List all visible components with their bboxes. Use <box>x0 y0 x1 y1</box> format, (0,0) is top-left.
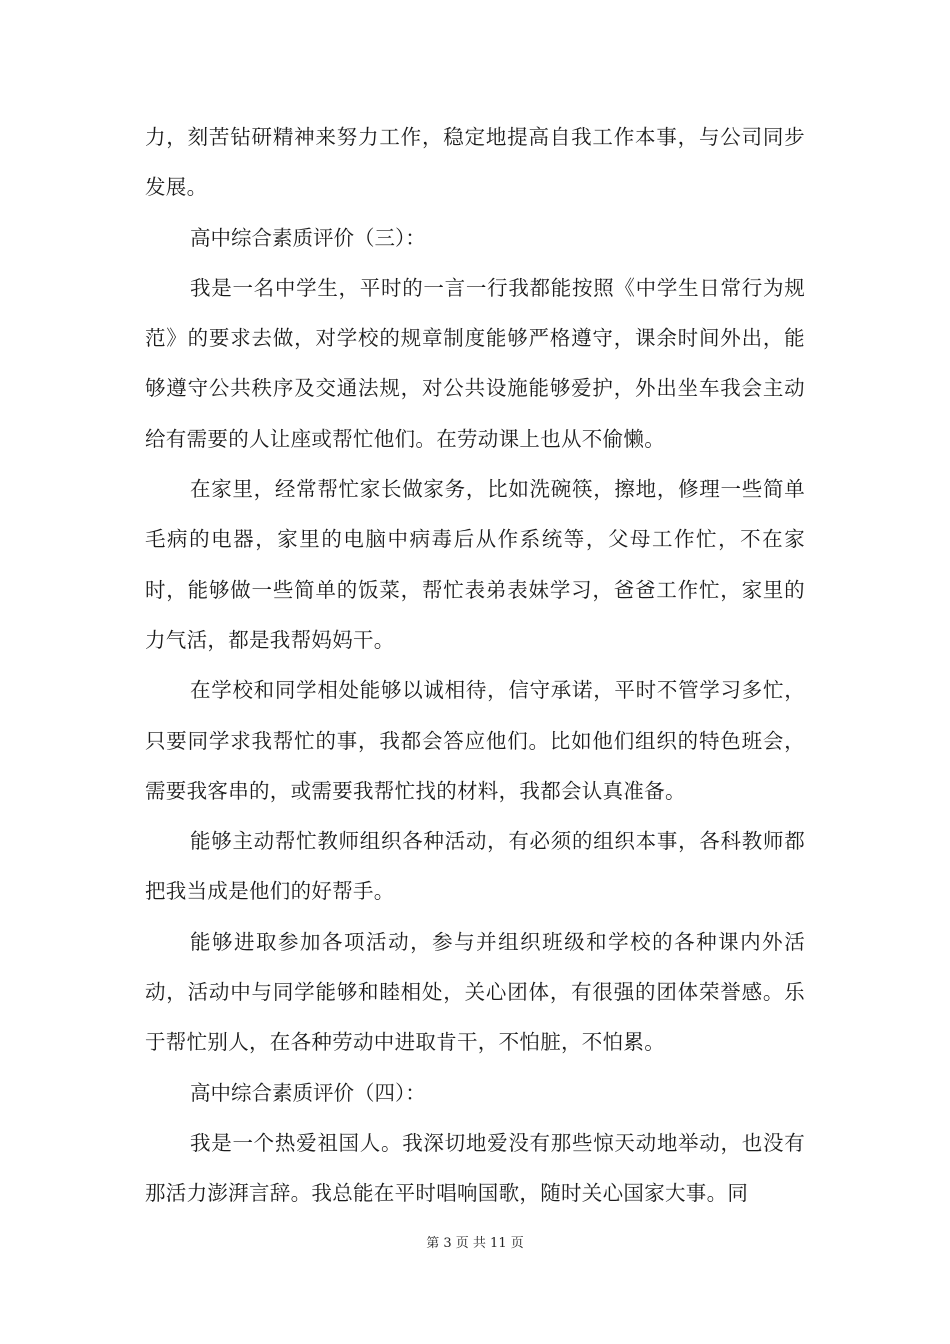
paragraph: 在学校和同学相处能够以诚相待，信守承诺，平时不管学习多忙，只要同学求我帮忙的事，我都会答应他们。比如他们组织的特色班会，需要我客串的，或需要我帮忙找的材料，我都会认真准备。 <box>145 678 805 803</box>
document-body <box>145 112 805 1219</box>
paragraph-continuation: 力，刻苦钻研精神来努力工作，稳定地提高自我工作本事，与公司同步发展。 <box>145 125 805 200</box>
paragraph: 能够进取参加各项活动，参与并组织班级和学校的各种课内外活动，活动中与同学能够和睦相处，关心团体，有很强的团体荣誉感。乐于帮忙别人，在各种劳动中进取肯干，不怕脏，不怕累。 <box>145 929 805 1055</box>
paragraph: 能够主动帮忙教师组织各种活动，有必须的组织本事，各科教师都把我当成是他们的好帮手。 <box>145 829 805 904</box>
section-heading-3: 高中综合素质评价（三）： <box>190 225 426 250</box>
paragraph: 我是一名中学生，平时的一言一行我都能按照《中学生日常行为规范》的要求去做，对学校的规章制度能够严格遵守，课余时间外出，能够遵守公共秩序及交通法规，对公共设施能够爱护，外出坐车我会主动给有需要的人让座或帮忙他们。在劳动课上也从不偷懒。 <box>145 275 805 451</box>
paragraph: 我是一个热爱祖国人。我深切地爱没有那些惊天动地举动，也没有那活力澎湃言辞。我总能在平时唱响国歌，随时关心国家大事。同 <box>145 1130 805 1206</box>
page-footer: 第 3 页 共 11 页 <box>426 1236 524 1251</box>
paragraph: 在家里，经常帮忙家长做家务，比如洗碗筷，擦地，修理一些简单毛病的电器，家里的电脑中病毒后从作系统等，父母工作忙，不在家时，能够做一些简单的饭菜，帮忙表弟表妹学习，爸爸工作忙，家里的力气活，都是我帮妈妈干。 <box>145 477 805 652</box>
section-heading-4: 高中综合素质评价（四）： <box>190 1080 426 1105</box>
